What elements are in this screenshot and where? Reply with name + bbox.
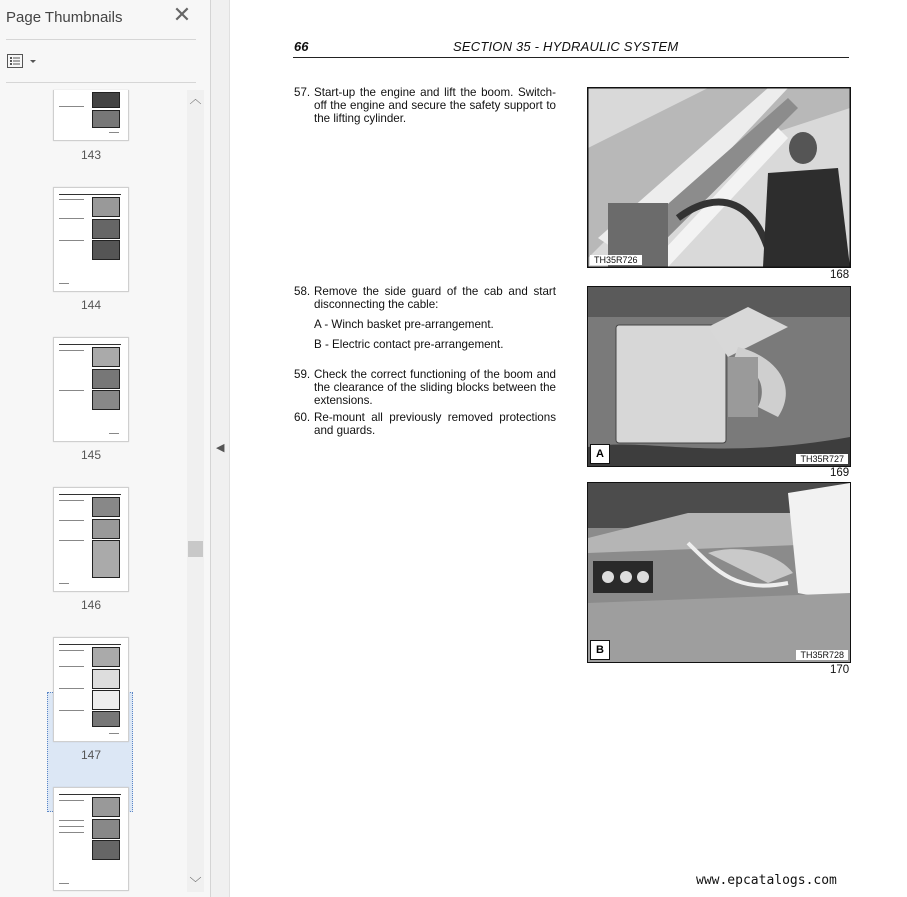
header-rule [293,57,849,58]
electric-contact-photo-illustration [588,483,850,662]
figure-photo-boom [587,87,851,268]
scrollbar-thumb[interactable] [188,541,203,557]
document-page [230,0,907,897]
watermark-text: www.epcatalogs.com [696,873,837,888]
substep: B - Electric contact pre-arrangement. [314,338,504,351]
divider [6,82,196,83]
figure-letter: A [590,444,610,464]
figure-photo-cab-guard [587,286,851,467]
step-number: 60. [294,411,311,424]
thumbnail-options-button[interactable] [6,52,42,72]
close-icon[interactable]: ✕ [172,2,192,27]
figure-letter: B [590,640,610,660]
step-number: 59. [294,368,311,381]
boom-photo-illustration [588,88,850,267]
step-number: 57. [294,86,311,99]
thumbnail-page-label: 146 [80,598,102,612]
scroll-down-icon[interactable]: ﹀ [189,876,202,890]
step-text: Check the correct functioning of the boom and the clearance of the sliding blocks between the extensions. [314,368,556,408]
thumbnails-panel [0,0,211,897]
page-thumbnail[interactable] [53,90,129,141]
page-thumbnail[interactable] [53,187,129,292]
panel-title: Page Thumbnails [6,9,123,26]
figure-photo-electric-contact [587,482,851,663]
figure-reference: TH35R728 [796,650,848,660]
step-text: Start-up the engine and lift the boom. Switch-off the engine and secure the safety support to the lifting cylinder. [314,86,556,126]
page-thumbnail[interactable] [53,337,129,442]
substep: A - Winch basket pre-arrangement. [314,318,494,331]
thumbnail-options-icon [6,52,42,72]
collapse-panel-icon[interactable]: ◀ [216,442,225,454]
section-title: SECTION 35 - HYDRAULIC SYSTEM [453,39,679,54]
step-text: Remove the side guard of the cab and start disconnecting the cable: [314,285,556,312]
thumbnails-scrollbar[interactable] [187,90,204,892]
figure-number: 169 [830,467,850,479]
step-number: 58. [294,285,311,298]
page-thumbnail-selected[interactable] [53,787,129,891]
step-text: Re-mount all previously removed protections and guards. [314,411,556,438]
thumbnail-page-label: 143 [80,148,102,162]
figure-reference: TH35R727 [796,454,848,464]
figure-number: 170 [830,664,850,676]
figure-number: 168 [830,269,850,281]
page-thumbnail[interactable] [53,487,129,592]
thumbnail-page-label: 144 [80,298,102,312]
scroll-up-icon[interactable]: ︿ [189,92,202,106]
page-number: 66 [294,39,309,54]
thumbnail-page-label: 147 [80,748,102,762]
figure-reference: TH35R726 [590,255,642,265]
divider [6,39,196,40]
thumbnail-page-label: 145 [80,448,102,462]
cab-guard-photo-illustration [588,287,850,466]
page-thumbnail[interactable] [53,637,129,742]
